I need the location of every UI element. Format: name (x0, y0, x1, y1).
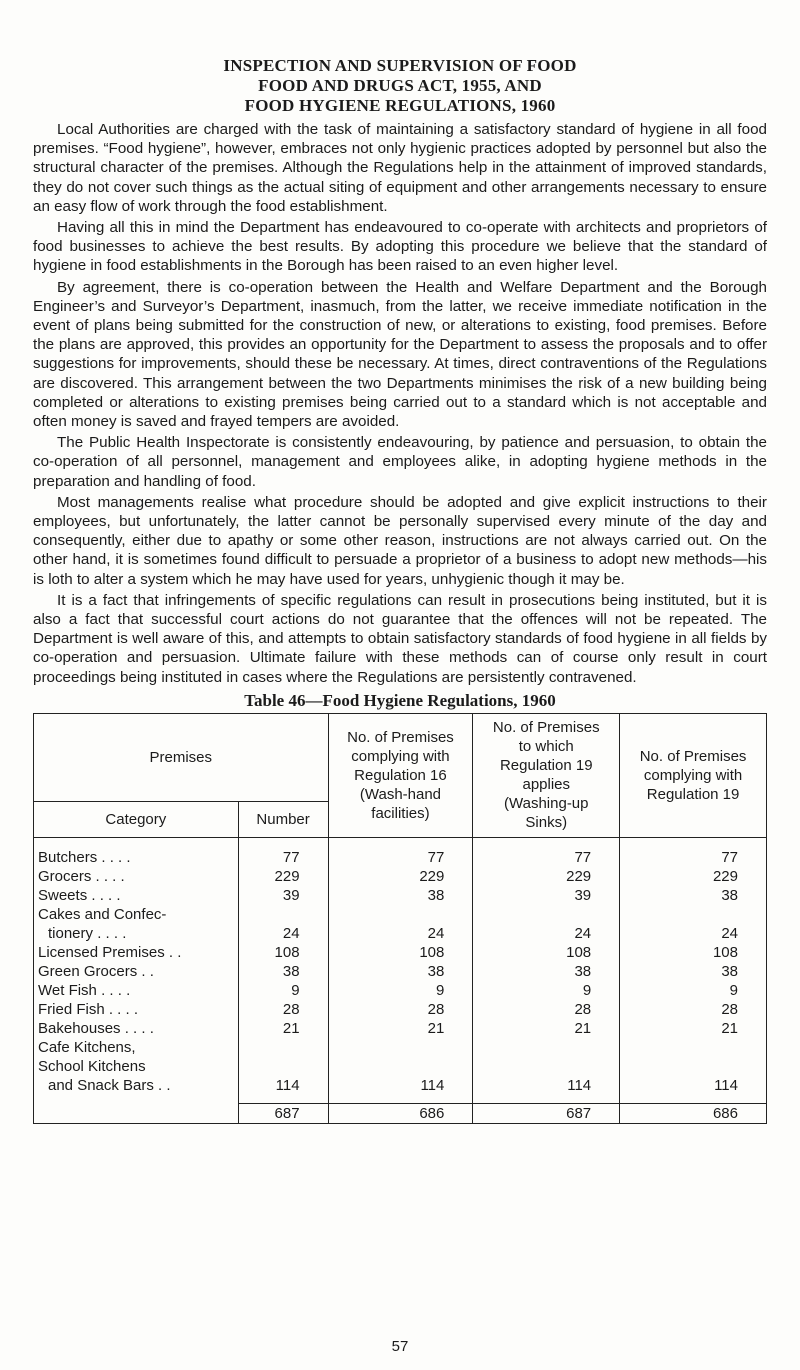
cell-reg16: 38 (328, 886, 473, 905)
cell-number: 229 (238, 867, 328, 886)
cell-reg19-applies: 77 (473, 837, 620, 867)
paragraph: Local Authorities are charged with the task of maintaining a satisfactory standard of hygiene in all food premises. “Food hygiene”, however, embraces not only hygienic practices adopted by personnel but also the structural character of the premises. Although the Regulations help in the attainment of improved standards, they do not cover such things as the actual siting of equipment and other arrangements necessary to ensure an easy flow of work through the food establishment. (33, 121, 767, 215)
table-row (34, 1000, 767, 1019)
cell-category: Bakehouses . . . . (34, 1019, 239, 1038)
cell-reg16: 77 (328, 837, 473, 867)
paragraph: By agreement, there is co-operation between the Health and Welfare Department and the Borough Engineer’s and Surveyor’s Department, inasmuch, from the latter, we receive immediate notification in the event of plans being submitted for the construction of new, or alterations to existing, food premises. Before the plans are approved, this provides an opportunity for the Department to assess the proposals and to offer suggestions for improvements, should these be necessary. At times, direct contraventions of the Regulations are discovered. This arrangement between the two Departments minimises the risk of a new building being completed or alterations to existing premises being carried out to a standard which is not acceptable and often money is saved and frayed tempers are avoided. (33, 278, 767, 431)
cell-category: Butchers . . . . (34, 837, 239, 867)
cell-reg19-comply: 77 (620, 837, 767, 867)
cell-reg19-comply: 114 (620, 1038, 767, 1095)
total-reg19-comply: 686 (620, 1103, 767, 1123)
heading-line-2: FOOD AND DRUGS ACT, 1955, AND (258, 76, 542, 95)
cell-reg19-comply: 38 (620, 886, 767, 905)
header-category: Category (34, 801, 239, 837)
cell-reg19-applies: 38 (473, 962, 620, 981)
cell-reg19-comply: 21 (620, 1019, 767, 1038)
page-number: 57 (391, 1338, 409, 1355)
cell-reg19-applies: 9 (473, 981, 620, 1000)
cell-reg19-comply: 229 (620, 867, 767, 886)
total-reg19-applies: 687 (473, 1103, 620, 1123)
header-premises: Premises (34, 713, 329, 801)
hygiene-table (33, 713, 767, 1124)
cell-category: Fried Fish . . . . (34, 1000, 239, 1019)
cell-reg16: 28 (328, 1000, 473, 1019)
spacer-row (34, 1095, 767, 1104)
cell-number: 28 (238, 1000, 328, 1019)
cell-category: Licensed Premises . . (34, 943, 239, 962)
paragraph: It is a fact that infringements of specific regulations can result in prosecutions being instituted, but it is also a fact that successful court actions do not guarantee that the offences will not be repeated. The Department is well aware of this, and attempts to obtain satisfactory standards of food hygiene in all fields by co-operation and persuasion. Ultimate failure with these methods can of course only result in court proceedings being instituted in cases where the Regulations are persistently contravened. (33, 591, 767, 686)
table-title: Table 46—Food Hygiene Regulations, 1960 (244, 690, 556, 710)
body-text (33, 120, 767, 687)
cell-number: 9 (238, 981, 328, 1000)
table-row (34, 1019, 767, 1038)
heading-line-1: INSPECTION AND SUPERVISION OF FOOD (223, 56, 577, 75)
header-reg16: No. of Premises complying with Regulation 16 (Wash-hand facilities) (328, 713, 473, 837)
cell-reg16: 229 (328, 867, 473, 886)
cell-number: 39 (238, 886, 328, 905)
header-reg19-comply: No. of Premises complying with Regulation 19 (620, 713, 767, 837)
cell-category: Sweets . . . . (34, 886, 239, 905)
table-body (34, 837, 767, 1123)
cell-number: 77 (238, 837, 328, 867)
cell-reg19-comply: 108 (620, 943, 767, 962)
page-heading (33, 56, 767, 116)
cell-reg16: 38 (328, 962, 473, 981)
cell-reg16: 114 (328, 1038, 473, 1095)
cell-number: 108 (238, 943, 328, 962)
table-row (34, 905, 767, 943)
paragraph: Having all this in mind the Department has endeavoured to co-operate with architects and proprietors of food businesses to achieve the best results. By adopting this procedure we believe that the standard of hygiene in food establishments in the Borough has been raised to an even higher level. (33, 219, 767, 275)
cell-reg19-applies: 114 (473, 1038, 620, 1095)
paragraph: The Public Health Inspectorate is consistently endeavouring, by patience and persuasion, to obtain the co-operation of all personnel, management and employees alike, in adopting hygiene methods in the preparation and handling of food. (33, 434, 767, 490)
cell-reg16: 21 (328, 1019, 473, 1038)
cell-reg19-comply: 9 (620, 981, 767, 1000)
cell-reg19-comply: 28 (620, 1000, 767, 1019)
header-reg19-applies: No. of Premises to which Regulation 19 applies (Washing-up Sinks) (473, 713, 620, 837)
paragraph: Most managements realise what procedure should be adopted and give explicit instructions to their employees, but unfortunately, the latter cannot be personally supervised every minute of the day and consequently, either due to apathy or some other reason, instructions are not always carried out. On the other hand, it is sometimes found difficult to persuade a proprietor of a business to adopt new methods—his is loth to alter a system which he may have used for years, unhygienic though it may be. (33, 493, 767, 588)
cell-category: Wet Fish . . . . (34, 981, 239, 1000)
heading-line-3: FOOD HYGIENE REGULATIONS, 1960 (244, 96, 556, 115)
cell-reg19-comply: 24 (620, 905, 767, 943)
cell-reg19-applies: 28 (473, 1000, 620, 1019)
table-row (34, 886, 767, 905)
totals-row (34, 1103, 767, 1123)
cell-reg19-comply: 38 (620, 962, 767, 981)
cell-category: Cakes and Confec- tionery . . . . (34, 905, 239, 943)
cell-number: 24 (238, 905, 328, 943)
cell-reg19-applies: 108 (473, 943, 620, 962)
header-number: Number (238, 801, 328, 837)
cell-reg19-applies: 24 (473, 905, 620, 943)
table-row (34, 1038, 767, 1095)
table-row (34, 867, 767, 886)
cell-reg19-applies: 21 (473, 1019, 620, 1038)
table-row (34, 962, 767, 981)
table-row (34, 837, 767, 867)
cell-reg16: 108 (328, 943, 473, 962)
cell-number: 38 (238, 962, 328, 981)
cell-reg16: 9 (328, 981, 473, 1000)
cell-reg19-applies: 229 (473, 867, 620, 886)
document-page (33, 56, 767, 1124)
cell-reg16: 24 (328, 905, 473, 943)
table-row (34, 981, 767, 1000)
cell-category: Grocers . . . . (34, 867, 239, 886)
table-row (34, 943, 767, 962)
cell-category: Green Grocers . . (34, 962, 239, 981)
cell-reg19-applies: 39 (473, 886, 620, 905)
cell-number: 21 (238, 1019, 328, 1038)
cell-number: 114 (238, 1038, 328, 1095)
total-number: 687 (238, 1103, 328, 1123)
cell-category: Cafe Kitchens, School Kitchens and Snack Bars . . (34, 1038, 239, 1095)
total-reg16: 686 (328, 1103, 473, 1123)
